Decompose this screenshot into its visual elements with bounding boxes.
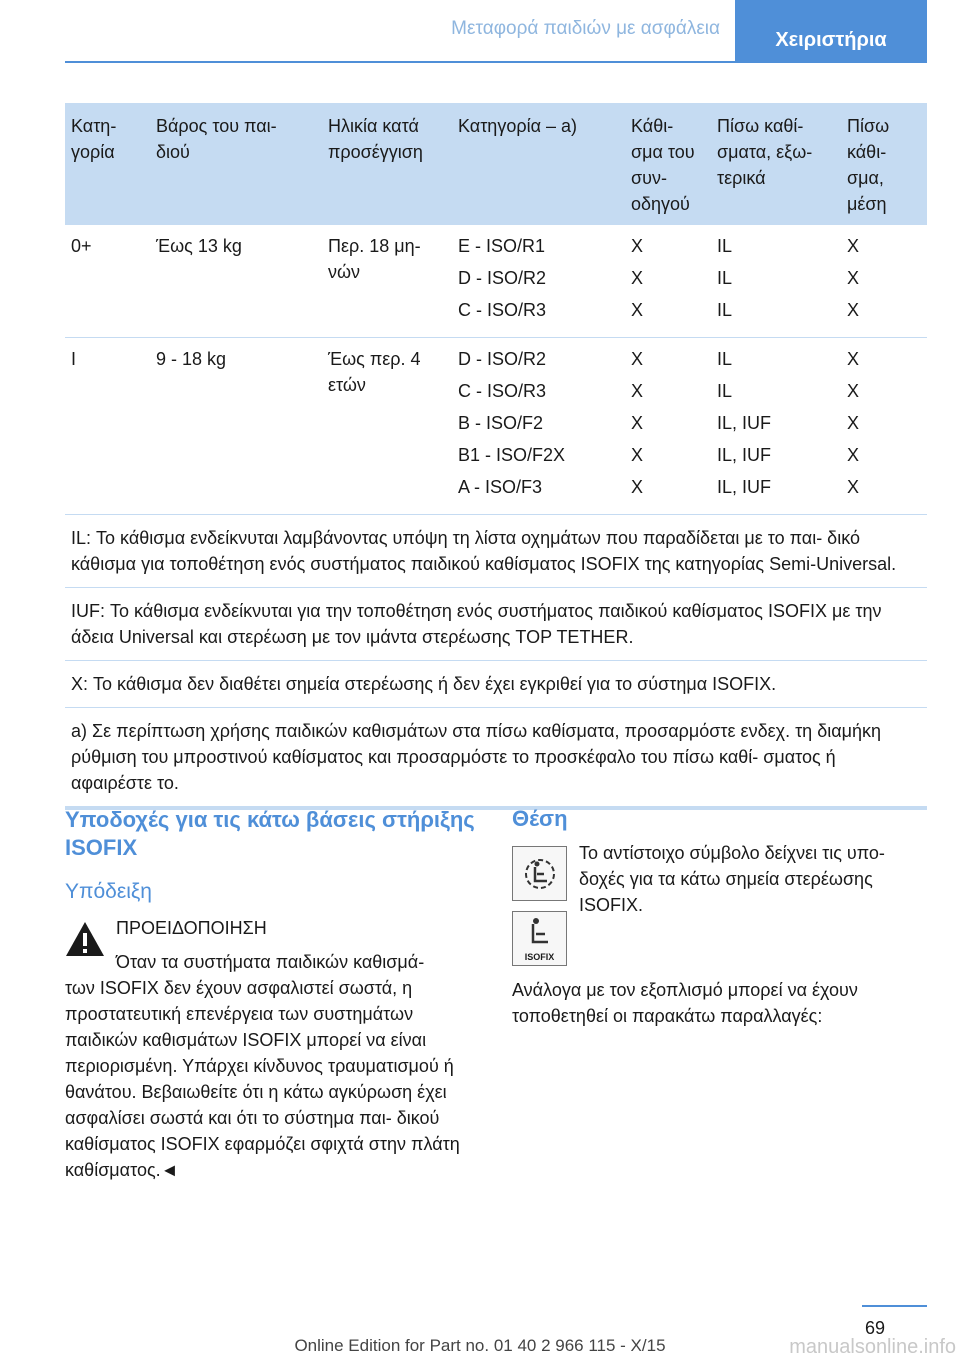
isofix-heading: Υποδοχές για τις κάτω βάσεις στήριξης ISOFIX [65,807,475,860]
cell-line: IL [717,300,733,320]
cell-line: X [631,477,644,497]
column-header: Κατη‐ γορία [65,103,150,225]
warning-text-first: Όταν τα συστήματα παιδικών καθισμά‐ [116,952,425,972]
isofix-symbol-label: ISOFIX [524,952,555,962]
cell-line: E - ISO/R1 [458,236,546,256]
cell-classes [452,225,625,338]
position-text: Το αντίστοιχο σύμβολο δείχνει τις υπο‐ δοχές για τα κάτω σημεία στερέωσης ISOFIX. [579,843,885,915]
cell-front [625,338,711,515]
note-row [65,661,927,708]
cell-line: IL, IUF [717,413,772,433]
note-row [65,588,927,661]
cell-line: IL [717,236,733,256]
warning-text: των ISOFIX δεν έχουν ασφαλιστεί σωστά, η προστατευτική επενέργεια των συστημάτων παιδικών καθισμάτων ISOFIX μπορεί να είναι περιορισμένη. Υπάρχει κίνδυνος τραυματισμού ή θανάτου. Βεβαιωθείτε ότι η κάτω αγκύρωση έχει ασφαλίσει σωστά και ότι το σύστημα παι‐ δικού καθίσματος ISOFIX εφαρμόζει σφιχτά στην πλάτη καθίσματος.◄ [65,978,460,1180]
chapter-tab: Χειριστήρια [735,0,927,62]
cell-age: Έως περ. 4 ετών [322,338,452,515]
cell-outer [711,225,841,338]
cell-line: X [631,381,644,401]
table-header-row [65,103,927,225]
cell-age: Περ. 18 μη‐ νών [322,225,452,338]
cell-line: X [631,236,644,256]
note-text: IL: Το κάθισμα ενδείκνυται λαμβάνοντας υπόψη τη λίστα οχημάτων που παραδίδεται με το παι‐ δικό κάθισμα για τοποθέτηση ενός συστήματος παιδικού καθίσματος ISOFIX της κατηγορίας Semi-Universal. [65,515,927,588]
header-divider [65,61,927,63]
cell-outer [711,338,841,515]
cell-middle [841,225,927,338]
cell-line: IL [717,381,733,401]
isofix-table [65,103,927,810]
note-heading: Υπόδειξη [65,880,152,903]
column-header: Κατηγορία – a) [452,103,625,225]
cell-cat: I [65,338,150,515]
cell-weight: Έως 13 kg [150,225,322,338]
isofix-symbol-icon [512,846,567,901]
cell-line: X [631,268,644,288]
cell-line: D - ISO/R2 [458,349,547,369]
cell-line: IL, IUF [717,445,772,465]
column-header: Πίσω καθί‐ σματα, εξω‐ τερικά [711,103,841,225]
page-header [0,0,960,62]
warning-title: ΠΡΟΕΙΔΟΠΟΙΗΣΗ [116,918,267,938]
cell-line: X [847,236,860,256]
section-title: Μεταφορά παιδιών με ασφάλεια [451,18,720,39]
variants-text: Ανάλογα με τον εξοπλισμό μπορεί να έχουν τοποθετηθεί οι παρακάτω παραλλαγές: [512,980,858,1026]
cell-line: IL [717,268,733,288]
cell-line: X [631,445,644,465]
cell-line: X [631,413,644,433]
table-row [65,338,927,515]
cell-line: X [847,445,860,465]
cell-line: B1 - ISO/F2X [458,445,566,465]
cell-line: B - ISO/F2 [458,413,544,433]
watermark: manualsonline.info [789,1336,956,1358]
warning-triangle-icon [65,920,105,958]
footer-divider [862,1305,927,1307]
note-row [65,708,927,809]
cell-line: X [631,300,644,320]
column-header: Βάρος του παι‐ διού [150,103,322,225]
position-heading: Θέση [512,806,568,831]
cell-middle [841,338,927,515]
note-text: X: Το κάθισμα δεν διαθέτει σημεία στερέωσης ή δεν έχει εγκριθεί για το σύστημα ISOFIX. [65,661,927,708]
cell-line: IL [717,349,733,369]
note-text: IUF: Το κάθισμα ενδείκνυται για την τοποθέτηση ενός συστήματος παιδικού καθίσματος ISOFIX με την άδεια Universal και στερέωση με τον ιμάντα στερέωσης TOP TETHER. [65,588,927,661]
cell-classes [452,338,625,515]
cell-line: X [847,349,860,369]
cell-line: X [847,300,860,320]
note-row [65,515,927,588]
cell-line: X [631,349,644,369]
cell-line: X [847,381,860,401]
column-header: Κάθι‐ σμα του συν‐ οδηγού [625,103,711,225]
cell-front [625,225,711,338]
cell-weight: 9 - 18 kg [150,338,322,515]
cell-line: IL, IUF [717,477,772,497]
cell-line: A - ISO/F3 [458,477,543,497]
cell-line: X [847,268,860,288]
edition-footer: Online Edition for Part no. 01 40 2 966 115 - X/15 [294,1336,666,1355]
note-text: a) Σε περίπτωση χρήσης παιδικών καθισμάτων στα πίσω καθίσματα, προσαρμόστε ενδεχ. τη διαμήκη ρύθμιση του μπροστινού καθίσματος και προσαρμόστε το προσκέφαλο του πίσω καθί‐ σματος ή αφαιρέστε το. [65,708,927,809]
cell-line: X [847,413,860,433]
column-header: Ηλικία κατά προσέγγιση [322,103,452,225]
cell-cat: 0+ [65,225,150,338]
isofix-labeled-symbol-icon [512,911,567,966]
cell-line: C - ISO/R3 [458,300,547,320]
cell-line: C - ISO/R3 [458,381,547,401]
column-header: Πίσω κάθι‐ σμα, μέση [841,103,927,225]
cell-line: X [847,477,860,497]
table-row [65,225,927,338]
page-number: 69 [864,1318,885,1338]
cell-line: D - ISO/R2 [458,268,547,288]
